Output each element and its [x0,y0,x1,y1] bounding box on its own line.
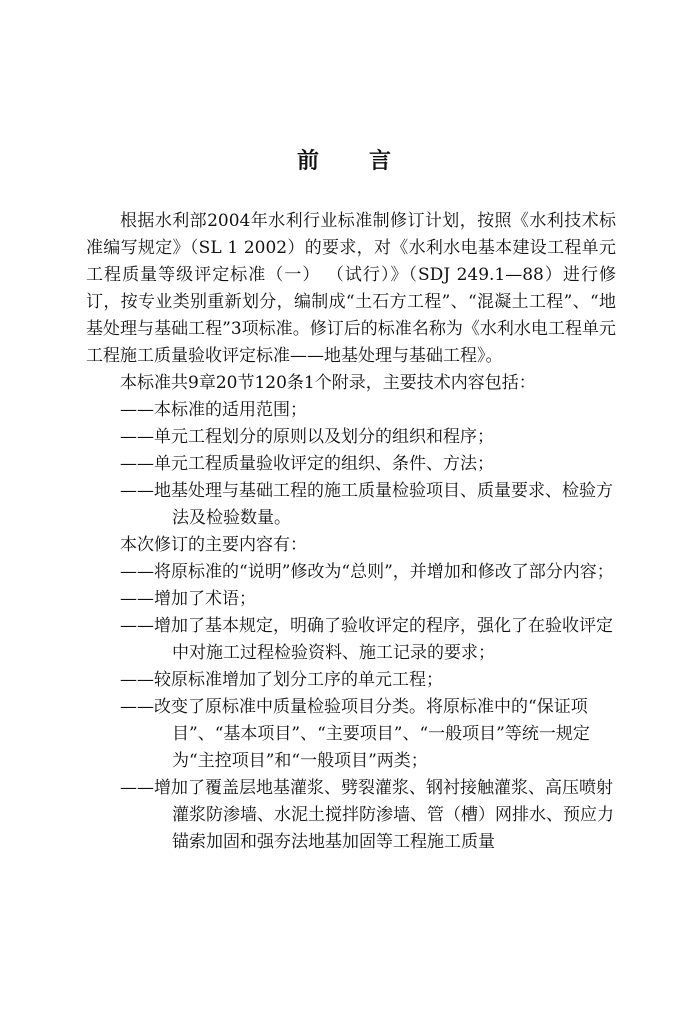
list-item: ——增加了基本规定，明确了验收评定的程序，强化了在验收评定中对施工过程检验资料、施工记录的要求； [120,616,613,663]
paragraph: 根据水利部2004年水利行业标准制修订计划，按照《水利技术标准编写规定》（SL 1 2002）的要求，对《水利水电基本建设工程单元工程质量等级评定标准（一） （试行）》（SDJ 249.1—88）进行修订，按专业类别重新划分，编制成“土石方工程”、“混凝土工程”、“地基处理与基础工程”3项标准。修订后的标准名称为《水利水电工程单元工程施工质量验收评定标准——地基处理与基础工程》。 [86,211,616,366]
list-item: ——较原标准增加了划分工序的单元工程； [120,670,443,690]
list-item: ——单元工程划分的原则以及划分的组织和程序； [120,427,494,447]
page-title [0,144,690,175]
list-item: ——增加了术语； [120,589,256,609]
title-char-1: 前 [296,149,321,174]
list-item: ——地基处理与基础工程的施工质量检验项目、质量要求、检验方法及检验数量。 [120,481,613,528]
title-char-2: 言 [369,149,394,174]
list-item: ——本标准的适用范围； [120,400,307,420]
list-item: ——增加了覆盖层地基灌浆、劈裂灌浆、钢衬接触灌浆、高压喷射灌浆防渗墙、水泥土搅拌防渗墙、管（槽）网排水、预应力锚索加固和强夯法地基加固等工程施工质量 [120,778,614,852]
list-item: ——将原标准的“说明”修改为“总则”，并增加和修改了部分内容； [120,562,614,582]
paragraph: 本次修订的主要内容有： [120,535,307,555]
list-item: ——单元工程质量验收评定的组织、条件、方法； [120,454,494,474]
body-text [86,208,616,856]
paragraph: 本标准共9章20节120条1个附录，主要技术内容包括： [120,373,536,393]
list-item: ——改变了原标准中质量检验项目分类。将原标准中的“保证项目”、“基本项目”、“主要项目”、“一般项目”等统一规定为“主控项目”和“一般项目”两类； [120,697,590,771]
